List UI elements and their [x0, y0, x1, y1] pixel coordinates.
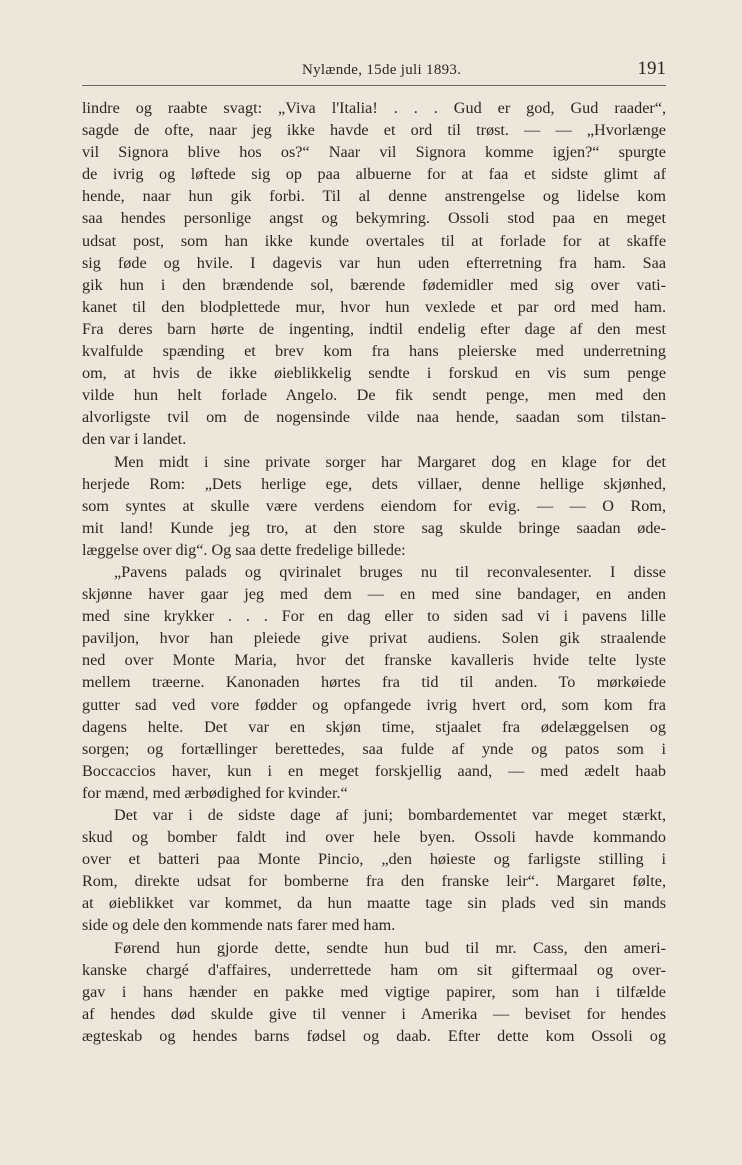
text-line: kvalfulde spænding et brev kom fra hans pleierske med underretning — [82, 342, 666, 361]
text-line: Førend hun gjorde dette, sendte hun bud til mr. Cass, den ameri- — [114, 938, 666, 957]
text-line: „Pavens palads og qvirinalet bruges nu til reconvalesenter. I disse — [114, 562, 666, 581]
text-line: sorgen; og fortællinger berettedes, saa fulde af ynde og patos som i — [82, 739, 666, 758]
body-text — [82, 97, 666, 1047]
text-line: kanske chargé d'affaires, underrettede ham om sit giftermaal og over- — [82, 960, 666, 979]
text-line: af hendes død skulde give til venner i Amerika — beviset for hendes — [82, 1004, 666, 1023]
running-head: Nylænde, 15de juli 1893. — [302, 62, 462, 78]
page-number: 191 — [637, 58, 666, 79]
text-line: ned over Monte Maria, hvor det franske kavalleris hvide telte lyste — [82, 651, 666, 670]
text-line: saa hendes personlige angst og bekymring. Ossoli stod paa en meget — [82, 209, 666, 228]
text-line: læggelse over dig“. Og saa dette fredelige billede: — [82, 540, 406, 559]
page-header — [82, 56, 666, 86]
text-line: vilde hun helt forlade Angelo. De fik sendt penge, men med den — [82, 386, 666, 405]
text-line: udsat post, som han ikke kunde overtales til at forlade for at skaffe — [82, 231, 666, 250]
text-line: at øieblikket var kommet, da hun maatte tage sin plads ved sin mands — [82, 894, 666, 913]
text-line: side og dele den kommende nats farer med ham. — [82, 916, 396, 935]
text-line: mellem træerne. Kanonaden hørtes fra tid til anden. To mørkøiede — [82, 673, 666, 692]
text-line: ægteskab og hendes barns fødsel og daab. Efter dette kom Ossoli og — [82, 1026, 666, 1045]
text-line: som syntes at skulle være verdens eiendom for evig. — — O Rom, — [82, 496, 666, 515]
text-line: skud og bomber faldt ind over hele byen. Ossoli havde kommando — [82, 828, 666, 847]
text-line: den var i landet. — [82, 430, 187, 449]
text-line: paviljon, hvor han pleiede give privat audiens. Solen gik straalende — [82, 629, 666, 648]
text-line: gav i hans hænder en pakke med vigtige papirer, som han i tilfælde — [82, 982, 666, 1001]
text-line: mit land! Kunde jeg tro, at den store sag skulde bringe saadan øde- — [82, 518, 666, 537]
text-line: Men midt i sine private sorger har Margaret dog en klage for det — [114, 452, 666, 471]
text-line: vil Signora blive hos os?“ Naar vil Signora komme igjen?“ spurgte — [82, 143, 666, 162]
header-rule — [82, 85, 666, 86]
text-line: sagde de ofte, naar jeg ikke havde et ord til trøst. — — „Hvorlænge — [82, 121, 666, 140]
text-line: herjede Rom: „Dets herlige ege, dets villaer, denne hellige skjønhed, — [82, 474, 666, 493]
text-line: for mænd, med ærbødighed for kvinder.“ — [82, 783, 348, 802]
text-line: om, at hvis de ikke øieblikkelig sendte i forskud en vis sum penge — [82, 364, 666, 383]
text-line: Rom, direkte udsat for bomberne fra den franske leir“. Margaret følte, — [82, 872, 666, 891]
text-line: alvorligste tvil om de nogensinde vilde naa hende, saadan som tilstan- — [82, 408, 666, 427]
text-line: gik hun i den brændende sol, bærende fødemidler med sig over vati- — [82, 275, 666, 294]
text-line: Det var i de sidste dage af juni; bombardementet var meget stærkt, — [114, 806, 666, 824]
text-line: dagens helte. Det var en skjøn time, stjaalet fra ødelæggelsen og — [82, 717, 666, 736]
text-line: med sine krykker . . . For en dag eller to siden sad vi i pavens lille — [82, 607, 666, 626]
text-line: Fra deres barn hørte de ingenting, indtil endelig efter dage af den mest — [82, 319, 666, 338]
text-line: skjønne haver gaar jeg med dem — en med sine bandager, en anden — [82, 585, 666, 604]
text-line: sig føde og hvile. I dagevis var hun uden efterretning fra ham. Saa — [82, 253, 666, 272]
text-line: de ivrig og løftede sig op paa albuerne for at faa et sidste glimt af — [82, 165, 666, 184]
text-line: kanet til den blodplettede mur, hvor hun vexlede et par ord med ham. — [82, 297, 666, 316]
text-line: over et batteri paa Monte Pincio, „den høieste og farligste stilling i — [82, 850, 666, 869]
text-line: Boccaccios haver, kun i en meget forskjellig aand, — med ædelt haab — [82, 761, 666, 780]
text-line: gutter sad ved vore fødder og opfangede ivrig hvert ord, som kom fra — [82, 695, 666, 714]
text-line: lindre og raabte svagt: „Viva l'Italia! . . . Gud er god, Gud raader“, — [82, 99, 666, 117]
text-line: hende, naar hun gik forbi. Til al denne anstrengelse og lidelse kom — [82, 187, 666, 206]
